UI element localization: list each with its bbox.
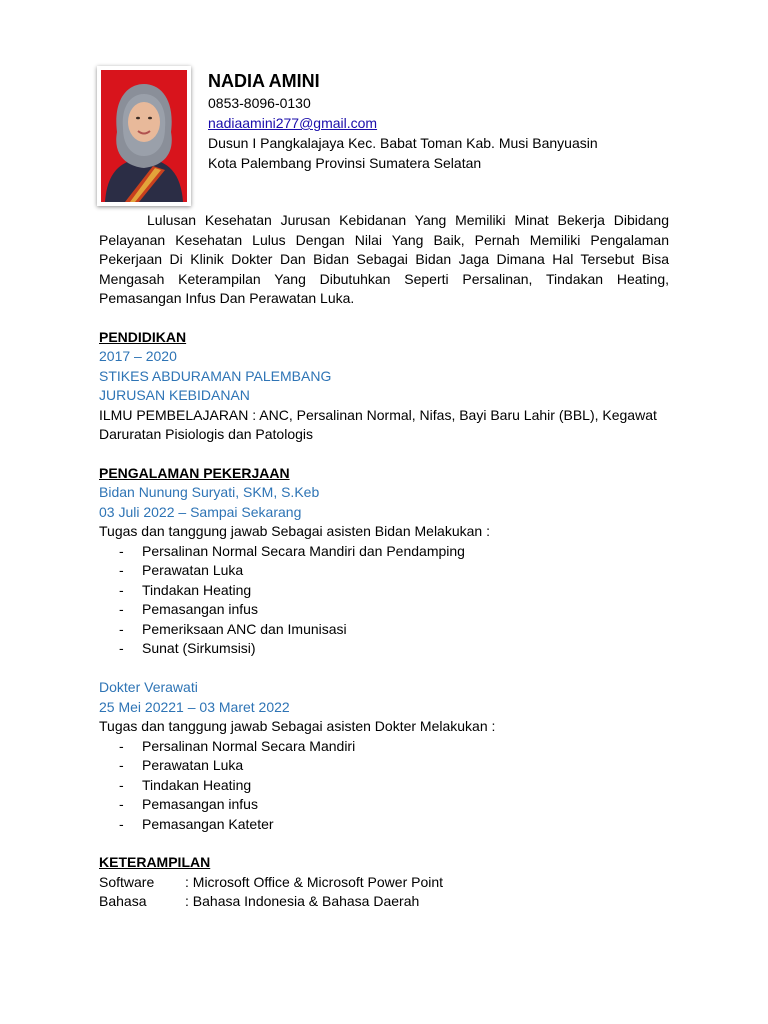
resume-content (99, 211, 669, 912)
task-text: Tindakan Heating (142, 581, 252, 598)
full-name: NADIA AMINI (208, 71, 320, 91)
job-period: 03 Juli 2022 – Sampai Sekarang (99, 503, 302, 520)
task-text: Persalinan Normal Secara Mandiri dan Pendamping (142, 542, 465, 559)
skills-title: KETERAMPILAN (99, 854, 211, 870)
task-text: Persalinan Normal Secara Mandiri (142, 737, 356, 754)
experience-title: PENGALAMAN PEKERJAAN (99, 464, 290, 481)
education-title: PENDIDIKAN (99, 328, 187, 345)
task-text: Perawatan Luka (142, 562, 244, 578)
email-link[interactable]: nadiaamini277@gmail.com (208, 115, 378, 131)
task-text: Pemasangan infus (142, 796, 258, 812)
dash-marker: - (119, 601, 124, 617)
dash-marker: - (119, 562, 124, 578)
dash-marker: - (119, 757, 124, 773)
list-item (99, 581, 669, 601)
dash-marker: - (119, 542, 124, 559)
task-text: Pemasangan Kateter (142, 815, 274, 832)
dash-marker: - (119, 620, 124, 637)
spacer (99, 659, 669, 679)
dash-marker: - (119, 640, 124, 656)
job-task-list (99, 542, 669, 659)
task-text: Perawatan Luka (142, 757, 244, 773)
dash-marker: - (119, 737, 124, 754)
experience-section (99, 464, 669, 835)
list-item (99, 776, 669, 796)
job-task-list (99, 737, 669, 835)
dash-marker: - (119, 776, 124, 793)
education-subjects: ILMU PEMBELAJARAN : ANC, Persalinan Normal, Nifas, Bayi Baru Lahir (BBL), Kegawat Daruratan Pisiologis dan Patologis (99, 406, 657, 442)
contact-header (208, 70, 728, 173)
job-intro: Tugas dan tanggung jawab Sebagai asisten Bidan Melakukan : (99, 523, 490, 539)
profile-photo-image (101, 70, 187, 202)
profile-photo (97, 66, 191, 206)
skill-value: : Microsoft Office & Microsoft Power Point (185, 873, 444, 890)
list-item (99, 639, 669, 659)
dash-marker: - (119, 796, 124, 812)
list-item (99, 600, 669, 620)
address-line-2: Kota Palembang Provinsi Sumatera Selatan (208, 155, 482, 171)
task-text: Sunat (Sirkumsisi) (142, 640, 256, 656)
skill-value: : Bahasa Indonesia & Bahasa Daerah (185, 893, 420, 909)
job-entry (99, 483, 669, 659)
job-period: 25 Mei 20221 – 03 Maret 2022 (99, 698, 290, 715)
skill-key: Bahasa (99, 893, 147, 909)
skill-key: Software (99, 873, 155, 890)
education-school: STIKES ABDURAMAN PALEMBANG (99, 367, 332, 384)
dash-marker: - (119, 815, 124, 832)
education-years: 2017 – 2020 (99, 348, 177, 364)
education-major: JURUSAN KEBIDANAN (99, 387, 250, 403)
job-employer: Bidan Nunung Suryati, SKM, S.Keb (99, 484, 320, 500)
task-text: Tindakan Heating (142, 776, 252, 793)
job-intro: Tugas dan tanggung jawab Sebagai asisten Dokter Melakukan : (99, 718, 496, 734)
skill-row (99, 873, 669, 893)
phone-number: 0853-8096-0130 (208, 95, 311, 111)
list-item (99, 815, 669, 835)
list-item (99, 542, 669, 562)
list-item (99, 795, 669, 815)
skill-row (99, 892, 669, 912)
list-item (99, 737, 669, 757)
address-line-1: Dusun I Pangkalajaya Kec. Babat Toman Kab. Musi Banyuasin (208, 135, 598, 151)
summary-paragraph: Lulusan Kesehatan Jurusan Kebidanan Yang Memiliki Minat Bekerja Dibidang Pelayanan Kesehatan Lulus Dengan Nilai Yang Baik, Pernah Memiliki Pengalaman Pekerjaan Di Klinik Dokter Dan Bidan Sebagai Bidan Jaga Dimana Hal Tersebut Bisa Mengasah Keterampilan Yang Dibutuhkan Seperti Persalinan, Tindakan Heating, Pemasangan Infus Dan Perawatan Luka. (99, 212, 669, 306)
dash-marker: - (119, 581, 124, 598)
skills-section (99, 853, 669, 912)
education-section (99, 328, 669, 445)
task-text: Pemeriksaan ANC dan Imunisasi (142, 620, 347, 637)
list-item (99, 561, 669, 581)
task-text: Pemasangan infus (142, 601, 258, 617)
job-employer: Dokter Verawati (99, 679, 198, 695)
list-item (99, 756, 669, 776)
list-item (99, 620, 669, 640)
job-entry (99, 678, 669, 834)
